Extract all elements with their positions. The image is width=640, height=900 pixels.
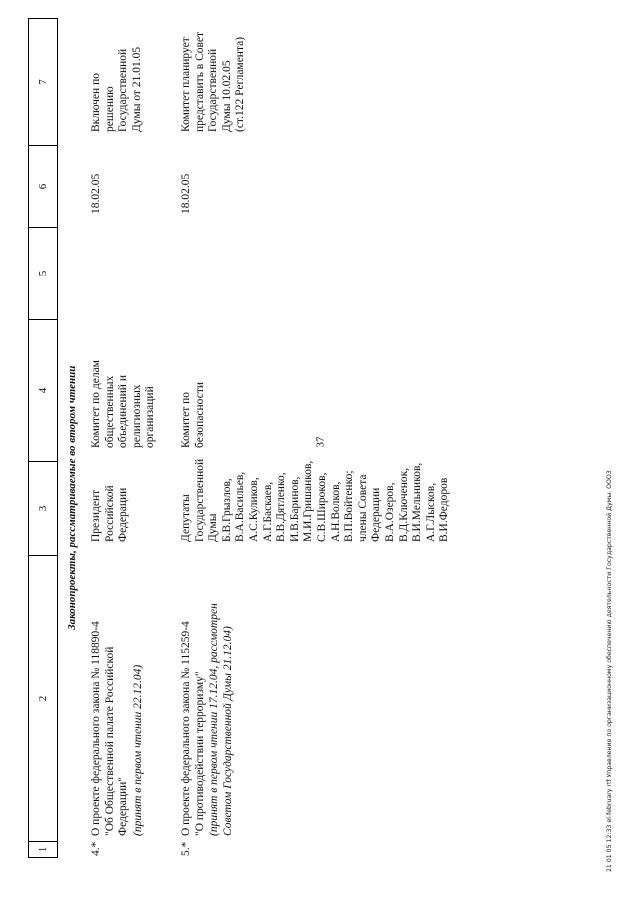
- row-date: 18.02.05: [90, 173, 102, 214]
- column-header-2: 2: [29, 555, 57, 841]
- row-title: О проекте федерального закона № 118890-4 "Об Общественной палате Российской Федерации": [90, 621, 130, 836]
- page-footer: 21 01 05 12:33 el-february rtf Управление по организационному обеспечению деятельности Государственной Думы. ОООЗ: [606, 470, 613, 872]
- row-title: О проекте федерального закона № 115259-4 "О противодействии терроризму": [180, 621, 206, 836]
- column-header-5: 5: [29, 227, 57, 319]
- row-number: 4.*: [90, 841, 102, 856]
- column-header-1: 1: [29, 841, 57, 857]
- row-date: 18.02.05: [180, 173, 192, 214]
- row-initiator: Депутаты Государственной Думы Б.В.Грызлов, В.А.Васильев, А.С.Куликов, А.Г.Баскаев, В.В.Дятленко, И.В.Баринов, М.И.Гришанков, С.В.Широков, А.Н.Волков, В.П.Войтенко; члены Совета Федерации В.А.Озеров, В.Д.Ключенок, В.И.Мельников, А.Г.Лысков, В.И.Федоров: [180, 458, 451, 542]
- row-initiator: Президент Российской Федерации: [90, 485, 130, 542]
- column-header-4: 4: [29, 319, 57, 461]
- rotated-page: [20, 20, 620, 880]
- section-title: Законопроекты, рассматриваемые во втором чтении: [66, 365, 78, 630]
- row-committee: Комитет по безопасности: [180, 381, 206, 448]
- row-status: Комитет планирует представить в Совет Государственной Думы 10.02.05 (ст.122 Регламента): [180, 31, 247, 132]
- row-number: 5.*: [180, 841, 192, 856]
- column-header-3: 3: [29, 461, 57, 555]
- row-status: Включен по решению Государственной Думы от 21.01.05: [90, 46, 143, 132]
- row-note: (принят в первом чтении 22.12.04): [132, 664, 144, 836]
- row-note: (принят в первом чтении 17.12.04, рассмотрен Советом Государственной Думы 21.12.04): [208, 603, 234, 836]
- column-header-7: 7: [37, 79, 49, 85]
- row-committee: Комитет по делам общественных объединений и религиозных организаций: [90, 360, 157, 448]
- page-number: 37: [314, 436, 326, 448]
- column-header-6: 6: [29, 145, 57, 227]
- column-header-row: [28, 18, 58, 858]
